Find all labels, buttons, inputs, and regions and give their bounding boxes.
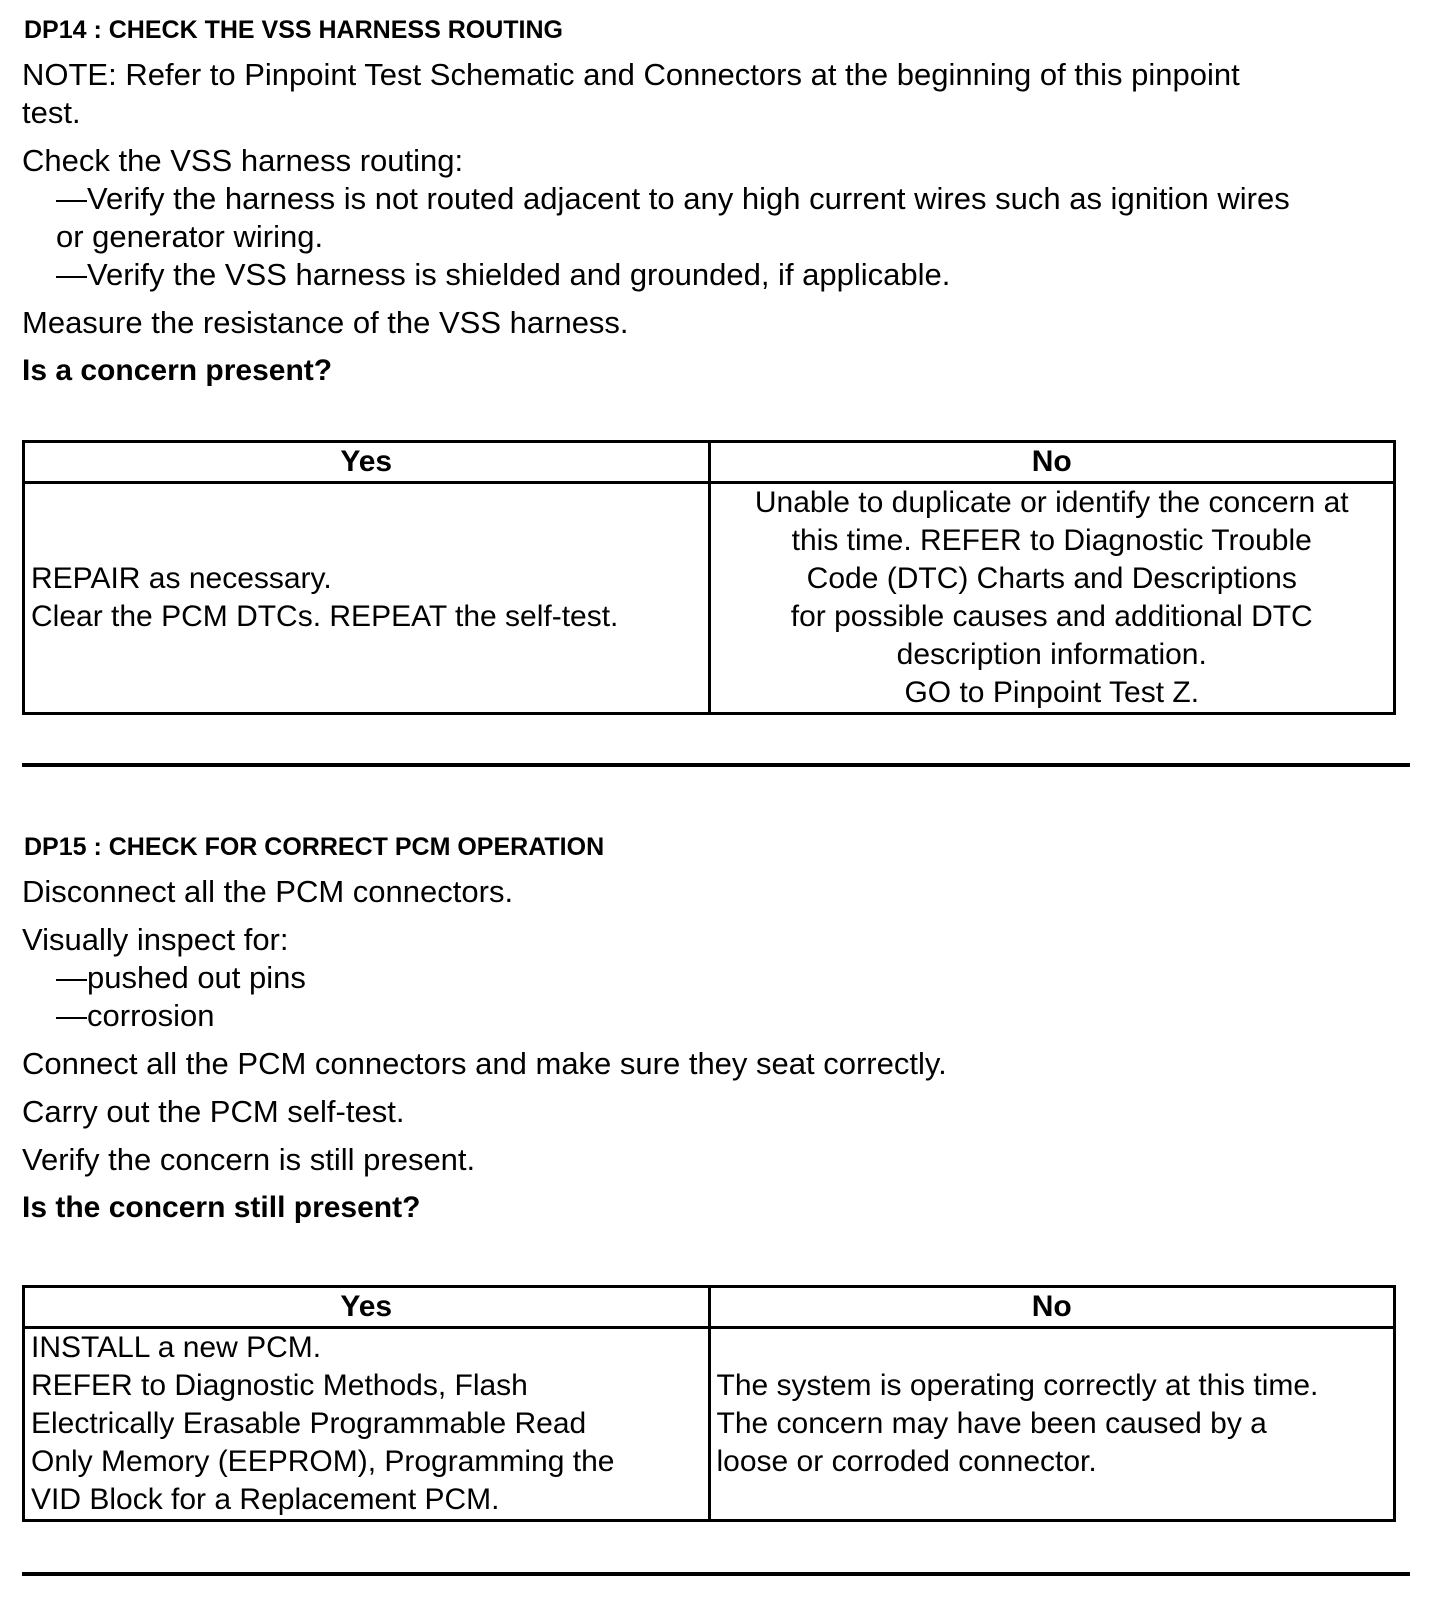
dp15-yes-line: Only Memory (EEPROM), Programming the <box>31 1445 615 1478</box>
dp14-measure: Measure the resistance of the VSS harness. <box>22 305 629 340</box>
document-page <box>22 14 1410 1576</box>
dp14-note <box>22 56 1410 132</box>
dp15-no-line: loose or corroded connector. <box>716 1445 1097 1478</box>
dp15-bullet-list <box>22 959 1410 1035</box>
dp15-no-header: No <box>709 1287 1395 1328</box>
dp14-result-table <box>22 440 1396 715</box>
dp14-yes-cell <box>24 483 710 714</box>
dp15-disconnect: Disconnect all the PCM connectors. <box>22 874 514 909</box>
dp14-no-cell <box>709 483 1395 714</box>
dp15-carry-out: Carry out the PCM self-test. <box>22 1094 405 1129</box>
dp14-yes-header: Yes <box>24 442 710 483</box>
dp15-bullet-2: —corrosion <box>56 998 215 1033</box>
section-divider <box>22 763 1410 767</box>
dp15-yes-line: VID Block for a Replacement PCM. <box>31 1483 500 1516</box>
dp14-bullet-1-line2: or generator wiring. <box>56 219 324 254</box>
dp14-no-line: this time. REFER to Diagnostic Trouble <box>791 524 1312 557</box>
dp15-result-table <box>22 1285 1396 1522</box>
dp14-note-line2: test. <box>22 95 81 130</box>
section-divider <box>22 1572 1410 1576</box>
dp14-yes-line: Clear the PCM DTCs. REPEAT the self-test. <box>31 600 619 633</box>
dp15-no-line: The system is operating correctly at this time. <box>716 1369 1319 1402</box>
dp15-bullet-1: —pushed out pins <box>56 960 306 995</box>
dp15-yes-cell <box>24 1328 710 1521</box>
dp14-check-intro: Check the VSS harness routing: <box>22 143 464 178</box>
dp15-no-line: The concern may have been caused by a <box>716 1407 1267 1440</box>
dp15-verify: Verify the concern is still present. <box>22 1142 476 1177</box>
dp15-inspect-intro: Visually inspect for: <box>22 922 289 957</box>
dp14-yes-line: REPAIR as necessary. <box>31 562 332 595</box>
dp14-title: DP14 : CHECK THE VSS HARNESS ROUTING <box>24 16 563 44</box>
dp14-note-line1: NOTE: Refer to Pinpoint Test Schematic and Connectors at the beginning of this pinpoint <box>22 57 1240 92</box>
dp14-no-line: description information. <box>896 638 1207 671</box>
dp14-no-header: No <box>709 442 1395 483</box>
dp15-yes-line: Electrically Erasable Programmable Read <box>31 1407 587 1440</box>
dp14-question: Is a concern present? <box>22 354 333 387</box>
dp14-bullet-list <box>22 180 1410 294</box>
dp14-bullet-2: —Verify the VSS harness is shielded and grounded, if applicable. <box>56 257 951 292</box>
dp14-no-line: Code (DTC) Charts and Descriptions <box>806 562 1297 595</box>
dp14-no-line: for possible causes and additional DTC <box>790 600 1313 633</box>
dp15-connect: Connect all the PCM connectors and make sure they seat correctly. <box>22 1046 947 1081</box>
dp15-no-cell <box>709 1328 1395 1521</box>
dp15-title: DP15 : CHECK FOR CORRECT PCM OPERATION <box>24 833 605 861</box>
dp14-no-line: Unable to duplicate or identify the concern at <box>754 486 1349 519</box>
dp15-yes-line: REFER to Diagnostic Methods, Flash <box>31 1369 528 1402</box>
dp14-bullet-1 <box>22 180 1410 256</box>
dp15-question: Is the concern still present? <box>22 1191 421 1224</box>
dp14-no-line: GO to Pinpoint Test Z. <box>904 676 1200 709</box>
dp14-bullet-1-line1: —Verify the harness is not routed adjacent to any high current wires such as ignition wires <box>56 181 1290 216</box>
dp15-yes-line: INSTALL a new PCM. <box>31 1331 322 1364</box>
dp15-yes-header: Yes <box>24 1287 710 1328</box>
